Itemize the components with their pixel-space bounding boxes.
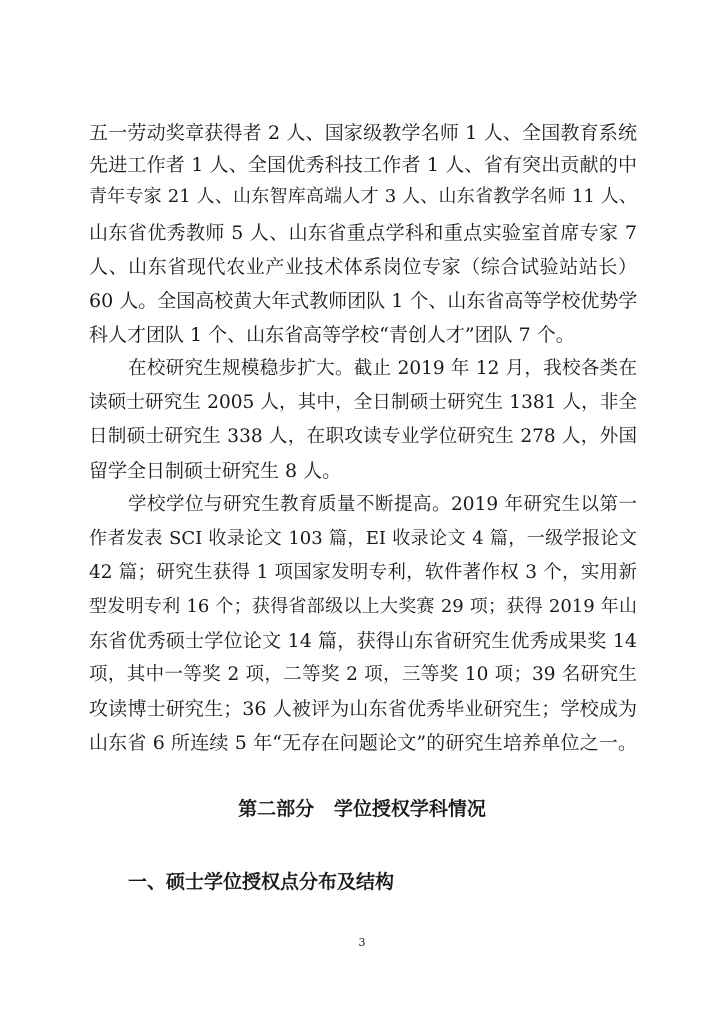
paragraph-line: 先进工作者 1 人、全国优秀科技工作者 1 人、省有突出贡献的中 [89,154,637,176]
paragraph-line: 在校研究生规模稳步扩大。截止 2019 年 12 月，我校各类在 [128,358,637,379]
paragraph-line: 读硕士研究生 2005 人，其中，全日制硕士研究生 1381 人，非全 [89,392,637,413]
paragraph-line: 人、山东省现代农业产业技术体系岗位专家（综合试验站站长） [89,256,637,278]
paragraph-line: 作者发表 SCI 收录论文 103 篇，EI 收录论文 4 篇，一级学报论文 [89,528,637,549]
paragraph-line: 青年专家 21 人、山东智库高端人才 3 人、山东省教学名师 11 人、 [89,186,637,207]
paragraph-line: 日制硕士研究生 338 人，在职攻读专业学位研究生 278 人，外国 [89,426,637,447]
paragraph-line: 东省优秀硕士学位论文 14 篇，获得山东省研究生优秀成果奖 14 [89,630,637,652]
paragraph-line: 42 篇；研究生获得 1 项国家发明专利，软件著作权 3 个，实用新 [89,562,637,583]
paragraph-line: 五一劳动奖章获得者 2 人、国家级教学名师 1 人、全国教育系统 [89,122,637,144]
paragraph-line: 型发明专利 16 个；获得省部级以上大奖赛 29 项；获得 2019 年山 [89,596,637,617]
page-number: 3 [358,936,366,949]
section-title: 第二部分 学位授权学科情况 [238,798,486,820]
paragraph-line: 留学全日制硕士研究生 8 人。 [89,460,342,482]
paragraph-line: 科人才团队 1 个、山东省高等学校“青创人才”团队 7 个。 [89,324,575,346]
paragraph-line: 60 人。全国高校黄大年式教师团队 1 个、山东省高等学校优势学 [89,290,638,312]
paragraph-line: 山东省 6 所连续 5 年“无存在问题论文”的研究生培养单位之一。 [89,732,637,754]
subsection-title: 一、硕士学位授权点分布及结构 [128,871,395,893]
paragraph-line: 学校学位与研究生教育质量不断提高。2019 年研究生以第一 [128,494,637,515]
paragraph-line: 山东省优秀教师 5 人、山东省重点学科和重点实验室首席专家 7 [89,222,637,244]
paragraph-line: 攻读博士研究生；36 人被评为山东省优秀毕业研究生；学校成为 [89,698,637,720]
paragraph-line: 项，其中一等奖 2 项，二等奖 2 项，三等奖 10 项；39 名研究生 [89,664,637,685]
